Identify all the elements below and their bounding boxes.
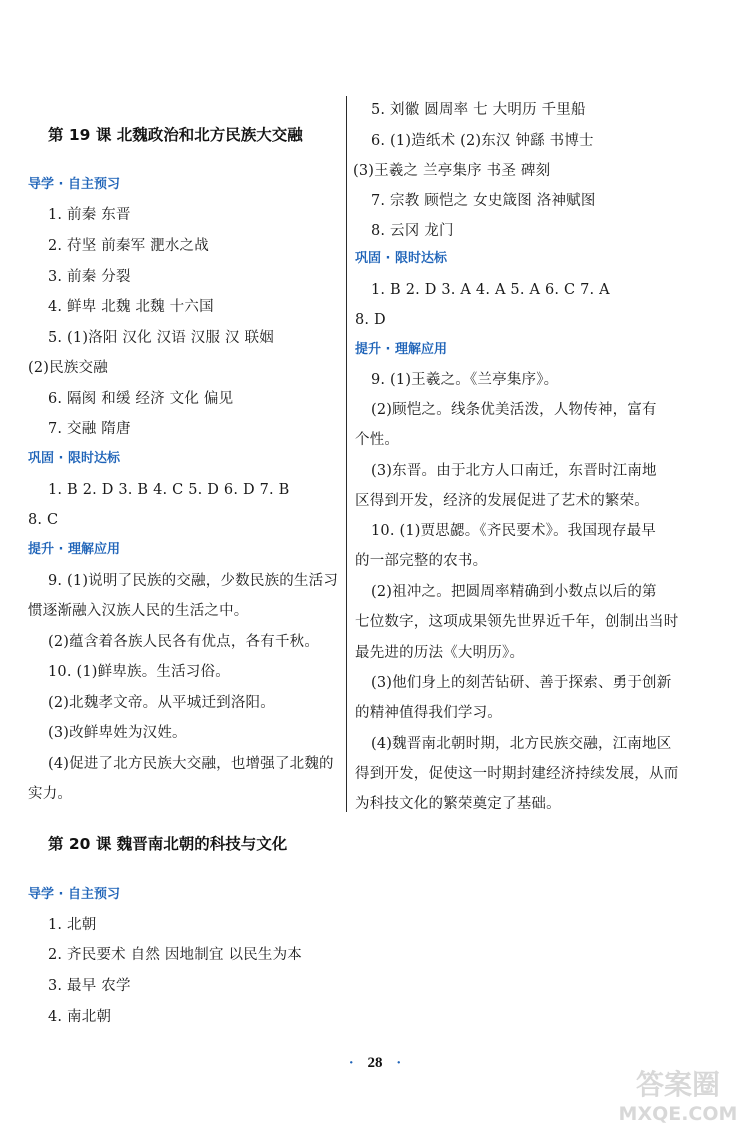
answer-line: 10. (1)贾思勰。《齐民要术》。我国现存最早: [371, 523, 657, 539]
answer-line: 9. (1)王羲之。《兰亭集序》。: [371, 372, 559, 388]
answer-line: 惯逐渐融入汉族人民的生活之中。: [28, 603, 249, 619]
page-number: 28: [367, 1055, 383, 1071]
answer-line: (2)民族交融: [28, 360, 108, 376]
answer-line: (2)北魏孝文帝。从平城迁到洛阳。: [48, 695, 275, 711]
footer-dot-left: ·: [348, 1055, 354, 1071]
answer-line: 3. 前秦 分裂: [48, 269, 131, 285]
answer-line: 最先进的历法《大明历》。: [355, 645, 525, 661]
watermark-top-text: 答案圈: [635, 1068, 721, 1101]
section-heading-consolidate: 巩固 · 限时达标: [355, 251, 447, 266]
answer-line: (3)改鲜卑姓为汉姓。: [48, 725, 187, 741]
answer-line: 的精神值得我们学习。: [355, 705, 502, 721]
answer-line: (2)顾恺之。线条优美活泼，人物传神，富有: [371, 402, 657, 418]
answer-line: 4. 鲜卑 北魏 北魏 十六国: [48, 299, 214, 315]
answer-line: (2)蕴含着各族人民各有优点，各有千秋。: [48, 634, 320, 650]
answer-line: 实力。: [28, 786, 73, 802]
answer-line: (2)祖冲之。把圆周率精确到小数点以后的第: [371, 584, 657, 600]
answer-line: 1. B 2. D 3. B 4. C 5. D 6. D 7. B: [48, 482, 290, 498]
answer-line: 2. 苻坚 前秦军 淝水之战: [48, 238, 209, 254]
answer-line: 6. (1)造纸术 (2)东汉 钟繇 书博士: [371, 133, 594, 149]
answer-line: 1. 北朝: [48, 917, 97, 933]
answer-line: 10. (1)鲜卑族。生活习俗。: [48, 664, 230, 680]
answer-line: 七位数字，这项成果领先世界近千年，创制出当时: [355, 614, 679, 630]
answer-line: (3)他们身上的刻苦钻研、善于探索、勇于创新: [371, 675, 672, 691]
column-divider: [346, 96, 347, 812]
answer-line: 为科技文化的繁荣奠定了基础。: [355, 796, 561, 812]
section-heading-preview: 导学 · 自主预习: [28, 887, 120, 902]
answer-line: 7. 交融 隋唐: [48, 421, 131, 437]
answer-line: 2. 齐民要术 自然 因地制宜 以民生为本: [48, 947, 302, 963]
answer-line: (3)东晋。由于北方人口南迁，东晋时江南地: [371, 463, 657, 479]
answer-line: 7. 宗教 顾恺之 女史箴图 洛神赋图: [371, 193, 596, 209]
answer-line: 区得到开发，经济的发展促进了艺术的繁荣。: [355, 493, 649, 509]
watermark-logo: [612, 1060, 744, 1126]
answer-line: (4)促进了北方民族大交融，也增强了北魏的: [48, 756, 334, 772]
answer-line: 得到开发，促使这一时期封建经济持续发展，从而: [355, 766, 679, 782]
lesson-20-title: 第 20 课 魏晋南北朝的科技与文化: [48, 835, 288, 853]
section-heading-consolidate: 巩固 · 限时达标: [28, 451, 120, 466]
answer-line: (3)王羲之 兰亭集序 书圣 碑刻: [353, 163, 551, 179]
answer-line: 6. 隔阂 和缓 经济 文化 偏见: [48, 391, 234, 407]
answer-line: 8. C: [28, 512, 59, 528]
answer-line: 1. B 2. D 3. A 4. A 5. A 6. C 7. A: [371, 282, 610, 298]
watermark-bottom-text: MXQE.COM: [618, 1103, 738, 1125]
answer-line: 1. 前秦 东晋: [48, 207, 131, 223]
lesson-19-title: 第 19 课 北魏政治和北方民族大交融: [48, 126, 303, 144]
answer-line: (4)魏晋南北朝时期，北方民族交融，江南地区: [371, 736, 672, 752]
section-heading-improve: 提升 · 理解应用: [355, 342, 447, 357]
answer-line: 个性。: [355, 432, 400, 448]
answer-line: 5. (1)洛阳 汉化 汉语 汉服 汉 联姻: [48, 330, 274, 346]
answer-line: 4. 南北朝: [48, 1009, 112, 1025]
answer-line: 5. 刘徽 圆周率 七 大明历 千里船: [371, 102, 586, 118]
answer-line: 8. 云冈 龙门: [371, 223, 454, 239]
answer-line: 8. D: [355, 312, 386, 328]
answer-line: 的一部完整的农书。: [355, 553, 488, 569]
section-heading-preview: 导学 · 自主预习: [28, 177, 120, 192]
section-heading-improve: 提升 · 理解应用: [28, 542, 120, 557]
footer-dot-right: ·: [396, 1055, 402, 1071]
answer-line: 3. 最早 农学: [48, 978, 131, 994]
answer-line: 9. (1)说明了民族的交融，少数民族的生活习: [48, 573, 339, 589]
